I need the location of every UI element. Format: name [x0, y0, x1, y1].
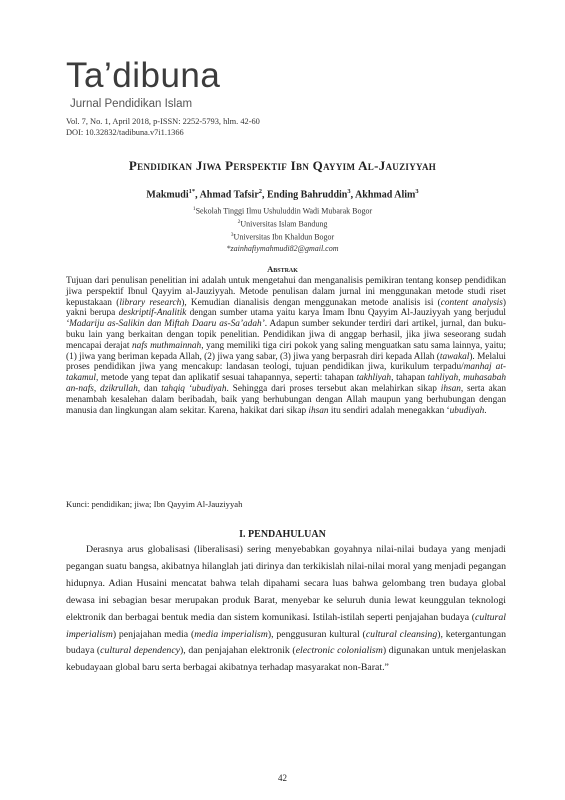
- author-list: Makmudi$^{1*}$, Ahmad Tafsir$^2$, Ending Bahruddin$^3$, Akhmad Alim$^3$: [146, 188, 419, 201]
- author-sup: 1*: [188, 188, 196, 195]
- body-italic: cultural dependency: [100, 645, 181, 657]
- abstract-text: , yang memiliki tiga ciri pokok yang saling menguatkan satu sama lainnya, yaitu; (1) jiwa yang beriman kepada Allah, (2) jiwa yang sabar, (3) jiwa yang berpasrah diri kepada Allah (: [66, 340, 506, 362]
- body-text: ), dan penjajahan elektronik (: [180, 645, 296, 657]
- abstract-italic: ubudiyah: [449, 405, 485, 416]
- abstract-text: , dan: [137, 383, 162, 394]
- body-italic: electronic colonialism: [295, 645, 383, 657]
- abstract-italic: content analysis: [440, 297, 503, 308]
- author-name: Ahmad Tafsir: [199, 189, 259, 201]
- body-text: Derasnya arus globalisasi (liberalisasi) sering menyebabkan goyahnya nilai-nilai budaya yang menjadi pegangan suatu bangsa, akibatnya hilanglah jati dirinya dan terkikislah nilai-nilai moral yang menjadi pegangan hidupnya. Adian Husaini mencatat bahwa telah dipahami secara luas bahwa gelombang tren budaya global dewasa ini sebagian besar merupakan produk Barat, menyebar ke seluruh dunia lewat keunggulan teknologi elektronik dan berbagai bentuk media dan sistem komunikasi. Istilah-istilah seperti penjajahan budaya (: [66, 544, 506, 623]
- abstract-italic: library research: [119, 297, 182, 308]
- abstract-italic: nafs muthmainnah: [132, 340, 202, 351]
- abstract-italic: ihsan: [440, 383, 461, 394]
- abstract-text: ), Kemudian dianalisis dengan menggunakan metode analisis isi (: [181, 297, 441, 308]
- abstract-italic: tawakal: [439, 351, 470, 362]
- affiliation: [0, 230, 565, 243]
- author-email[interactable]: *zainhafiymahmudi82@gmail.com: [226, 244, 339, 253]
- abstract-text: , tahapan: [391, 373, 428, 384]
- affiliation-text: Universitas Ibn Khaldun Bogor: [233, 232, 335, 242]
- author-sup: 3: [347, 188, 351, 195]
- affiliation: [0, 217, 565, 230]
- volume-line: Vol. 7, No. 1, April 2018, p-ISSN: 2252-5793, hlm. 42-60: [66, 117, 260, 126]
- abstract-text: . Adapun sumber sekunder terdiri dari artikel, jurnal, dan buku-buku lain yang berkaitan dengan topik penelitian. Pendidikan jiwa di anggap berhasil, jika jiwa seseorang sudah mencapai derajat: [66, 319, 506, 351]
- abstract-text: .: [484, 405, 487, 416]
- section-heading: I. PENDAHULUAN: [239, 529, 326, 540]
- page-number: 42: [278, 773, 287, 783]
- affiliation: [0, 204, 565, 217]
- affiliation-sup: 2: [237, 219, 241, 225]
- abstract-text: itu sendiri adalah menegakkan ‘: [328, 405, 450, 416]
- author-name: Makmudi: [146, 189, 189, 201]
- journal-subtitle: Jurnal Pendidikan Islam: [70, 98, 193, 110]
- abstract-italic: tahliyah, muhasabah an-nafs, dzikrullah: [66, 373, 506, 394]
- abstract-italic: ihsan: [308, 405, 329, 416]
- body-italic: media imperialism: [194, 628, 268, 640]
- body-italic: cultural imperialism: [66, 611, 506, 640]
- body-text: ), ketergantungan budaya (: [66, 628, 506, 657]
- body-text: ), penggusuran kultural (: [267, 628, 366, 640]
- abstract-text: Tujuan dari penulisan penelitian ini adalah untuk mengetahui dan menganalisis pemikiran tentang konsep pendidikan jiwa perspektif Ibnul Qayyim al-Jauziyyah. Metode penulisan dalam jurnal ini menggunakan metode studi riset kepustakaan (: [66, 276, 506, 308]
- doi-line: DOI: 10.32832/tadibuna.v7i1.1366: [66, 128, 184, 137]
- affiliation-text: Universitas Islam Bandung: [240, 219, 328, 229]
- abstract-italic: tahqiq ‘ubudiyah: [161, 383, 227, 394]
- abstract-text: ). Melalui proses pendidikan jiwa yang mencakup: landasan teologi, tujuan pendidikan jiwa, kurikulum terpadu/: [66, 351, 506, 373]
- author-sup: 3: [415, 188, 419, 195]
- abstract-italic: deskriptif-Analitik: [118, 308, 187, 319]
- author-name: Akhmad Alim: [355, 189, 416, 201]
- abstract-italic: manhaj at-takamul: [66, 362, 506, 384]
- abstract-italic: takhliyah: [356, 373, 392, 384]
- keywords: Kunci: pendidikan; jiwa; Ibn Qayyim Al-Jauziyyah: [66, 499, 243, 509]
- author-sup: 2: [258, 188, 263, 195]
- abstract-heading: Abstrak: [267, 264, 298, 274]
- journal-meta: [66, 116, 260, 138]
- article-title: Pendidikan Jiwa Perspektif Ibn Qayyim Al-Jauziyyah: [128, 158, 437, 173]
- abstract-body: [66, 276, 506, 416]
- abstract-text: , serta akan menambah kesalehan dalam beribadah, baik yang berhubungan dengan Allah maupun yang berhubungan dengan manusia dan lingkungan alam sekitar. Karena, hakikat dari sikap: [66, 383, 506, 416]
- affiliation-sup: 3: [230, 232, 234, 238]
- author-name: Ending Bahruddin: [267, 189, 348, 201]
- abstract-text: , metode yang tepat dan aplikatif sesuai tahapannya, seperti: tahapan: [95, 373, 357, 384]
- abstract-text: ) yakni berupa: [66, 297, 506, 319]
- body-text: ) digunakan untuk menjelaskan kebudayaan global baru serta berbagai akibatnya terhadap masyarakat non-Barat.”: [66, 645, 506, 674]
- abstract-italic: ‘Madariju as-Salikin dan Miftah Daaru as-Sa’adah’: [66, 319, 265, 330]
- abstract-text: . Sehingga dari proses tersebut akan melahirkan sikap: [226, 383, 441, 394]
- introduction-paragraph: [66, 542, 506, 677]
- abstract-text: dengan sumber utama yaitu karya Imam Ibnu Qayyim Al-Jauziyyah yang berjudul: [186, 308, 506, 319]
- body-italic: cultural cleansing: [365, 628, 438, 640]
- affiliation-text: Sekolah Tinggi Ilmu Ushuluddin Wadi Mubarak Bogor: [195, 206, 373, 216]
- journal-title: Ta’dibuna: [66, 56, 221, 95]
- affiliation-sup: 1: [192, 206, 196, 212]
- body-text: ) penjajahan media (: [112, 628, 195, 640]
